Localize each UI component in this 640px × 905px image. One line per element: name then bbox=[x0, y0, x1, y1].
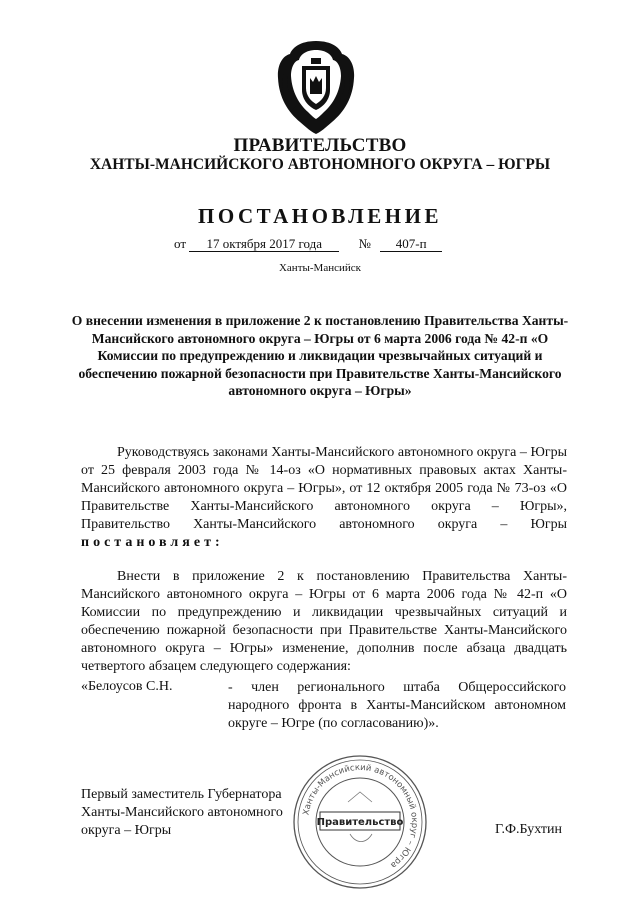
resolves-word: постановляет: bbox=[81, 535, 224, 550]
date-number-line bbox=[174, 236, 442, 252]
member-name: «Белоусов С.Н. bbox=[81, 679, 173, 694]
date-prefix: от bbox=[174, 236, 187, 251]
document-type: ПОСТАНОВЛЕНИЕ bbox=[198, 204, 442, 228]
document-date: 17 октября 2017 года bbox=[189, 237, 339, 252]
seal-center-text: Правительство bbox=[316, 817, 404, 828]
svg-text:Ханты-Мансийский автономный ок: Ханты-Мансийский автономный округ – Югра bbox=[301, 762, 420, 870]
document-subject: О внесении изменения в приложение 2 к постановлению Правительства Ханты-Мансийского автономного округа – Югры от 6 марта 2006 года № 42-п «О Комиссии по предупреждению и ликвидации чрезвычайных ситуаций и обеспечению пожарной безопасности при Правительстве Ханты-Мансийского автономного округа – Югры» bbox=[71, 313, 569, 398]
body-paragraph-1 bbox=[81, 444, 567, 552]
government-subtitle: ХАНТЫ-МАНСИЙСКОГО АВТОНОМНОГО ОКРУГА – ЮГРЫ bbox=[89, 156, 551, 173]
member-role: - член регионального штаба Общероссийского народного фронта в Ханты-Мансийском автономном округе – Югре (по согласованию)». bbox=[228, 680, 566, 731]
government-title: ПРАВИТЕЛЬСТВО bbox=[233, 135, 407, 156]
paragraph-1-text: Руководствуясь законами Ханты-Мансийского автономного округа – Югры от 25 февраля 2003 года № 14-оз «О нормативных правовых актах Ханты-Мансийского автономного округа – Югры», от 12 октября 2005 года № 73-оз «О Правительстве Ханты-Мансийского автономного округа – Югры», Правительство Ханты-Мансийского автономного округа – Югры bbox=[81, 445, 567, 532]
number-prefix: № bbox=[358, 236, 371, 251]
body-paragraph-2: Внести в приложение 2 к постановлению Правительства Ханты-Мансийского автономного округа – Югры от 6 марта 2006 года № 42-п «О Комиссии по предупреждению и ликвидации чрезвычайных ситуаций и обеспечению пожарной безопасности при Правительстве Ханты-Мансийского автономного округа – Югры» изменение, дополнив после абзаца двадцать четвертого абзацем следующего содержания: bbox=[81, 569, 567, 674]
signatory-name: Г.Ф.Бухтин bbox=[494, 822, 562, 837]
document-place: Ханты-Мансийск bbox=[278, 262, 361, 274]
signatory-position: Первый заместитель Губернатора Ханты-Мансийского автономного округа – Югры bbox=[81, 787, 283, 838]
coat-of-arms-icon bbox=[270, 38, 362, 136]
official-seal-stamp bbox=[290, 752, 430, 892]
document-number: 407-п bbox=[380, 237, 442, 252]
